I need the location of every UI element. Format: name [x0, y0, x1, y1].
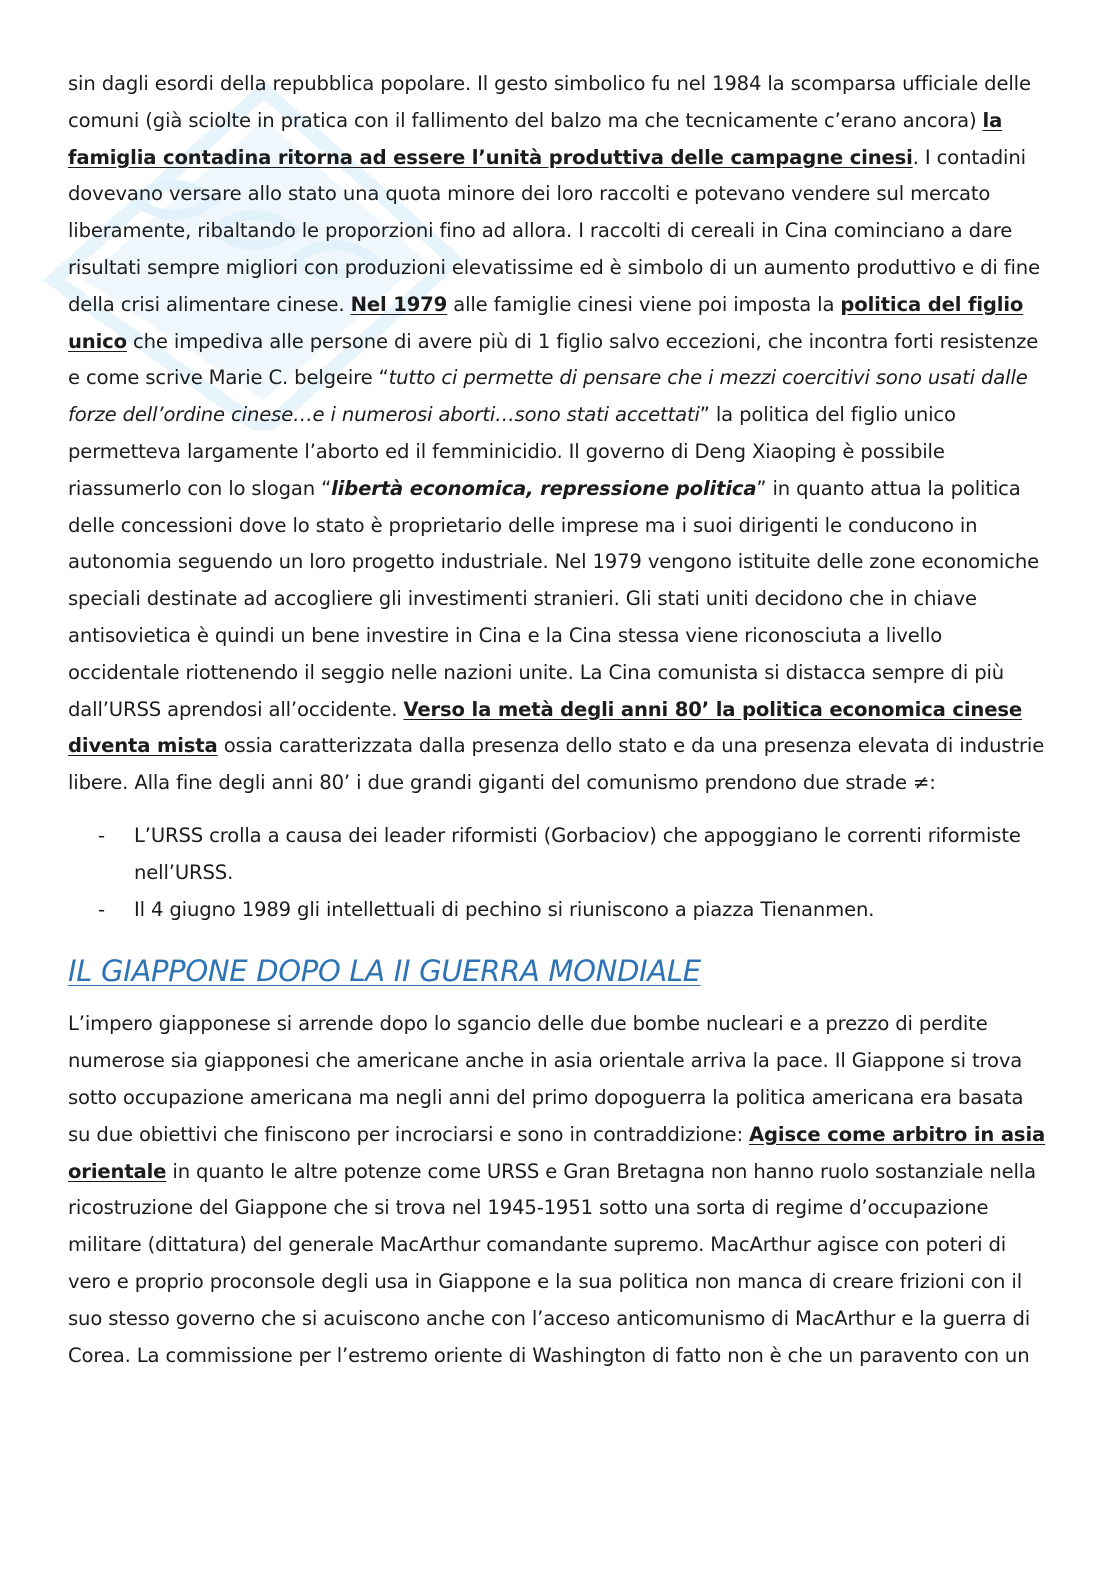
list-item-text: Il 4 giugno 1989 gli intellettuali di pechino si riuniscono a piazza Tienanmen. [134, 897, 875, 921]
dash-list [68, 818, 1046, 928]
emphasis-text: Nel 1979 [350, 292, 448, 316]
list-item [68, 892, 1046, 929]
list-item [68, 818, 1046, 892]
emphasis-text: la famiglia contadina ritorna ad essere l’unità produttiva delle campagne cinesi [68, 108, 1003, 169]
dash-bullet: - [98, 823, 105, 847]
text-run: alle famiglie cinesi viene poi imposta la [447, 292, 841, 316]
emphasis-text: tutto ci permette di pensare che i mezzi coercitivi sono usati dalle forze dell’ordine cinese…e i numerosi aborti…sono stati accettati [68, 366, 1028, 427]
emphasis-text: libertà economica, repressione politica [331, 476, 757, 500]
document-body [68, 66, 1046, 1374]
text-run: sin dagli esordi della repubblica popolare. Il gesto simbolico fu nel 1984 la scomparsa ufficiale delle comuni (già sciolte in pratica con il fallimento del balzo ma che tecnicamente c’erano ancora) [68, 72, 1031, 132]
text-run: ” in quanto attua la politica delle concessioni dove lo stato è proprietario delle imprese ma i suoi dirigenti le conducono in autonomia seguendo un loro progetto industriale. Nel 1979 vengono istituite delle zone economiche speciali destinate ad accogliere gli investimenti stranieri. Gli stati uniti decidono che in chiave antisovietica è quindi un bene investire in Cina e la Cina stessa viene riconosciuta a livello occidentale riottenendo il seggio nelle nazioni unite. La Cina comunista si distacca sempre di più dall’URSS aprendosi all’occidente. [68, 476, 1040, 721]
text-run: in quanto le altre potenze come URSS e Gran Bretagna non hanno ruolo sostanziale nella ricostruzione del Giappone che si trova nel 1945-1951 sotto una sorta di regime d’occupazione militare (dittatura) del generale MacArthur comandante supremo. MacArthur agisce con poteri di vero e proprio proconsole degli usa in Giappone e la sua politica non manca di creare frizioni con il suo stesso governo che si acuiscono anche con l’acceso anticomunismo di MacArthur e la guerra di Corea. La commissione per l’estremo oriente di Washington di fatto non è che un paravento con un [68, 1159, 1036, 1367]
paragraph-china-reforms [68, 66, 1046, 802]
emphasis-text: Agisce come arbitro in asia orientale [68, 1122, 1046, 1183]
list-item-text: L’URSS crolla a causa dei leader riformisti (Gorbaciov) che appoggiano le correnti riformiste nell’URSS. [134, 823, 1021, 884]
dash-bullet: - [98, 897, 105, 921]
emphasis-text: Verso la metà degli anni 80’ la politica economica cinese diventa mista [68, 697, 1023, 758]
paragraph-japan-postwar [68, 1006, 1046, 1374]
text-run: L’impero giapponese si arrende dopo lo sgancio delle due bombe nucleari e a prezzo di perdite numerose sia giapponesi che americane anche in asia orientale arriva la pace. Il Giappone si trova sotto occupazione americana ma negli anni del primo dopoguerra la politica americana era basata su due obiettivi che finiscono per incrociarsi e sono in contraddizione: [68, 1012, 1024, 1146]
text-run: ossia caratterizzata dalla presenza dello stato e da una presenza elevata di industrie libere. Alla fine degli anni 80’ i due grandi giganti del comunismo prendono due strade ≠: [68, 734, 1045, 795]
emphasis-text: politica del figlio unico [68, 292, 1024, 353]
section-heading: IL GIAPPONE DOPO LA II GUERRA MONDIALE [68, 954, 701, 989]
text-run: che impediva alle persone di avere più di 1 figlio salvo eccezioni, che incontra forti resistenze e come scrive Marie C. belgeire “ [68, 329, 1039, 390]
text-run: ” la politica del figlio unico permetteva largamente l’aborto ed il femminicidio. Il governo di Deng Xiaoping è possibile riassumerlo con lo slogan “ [68, 403, 956, 500]
text-run: . I contadini dovevano versare allo stato una quota minore dei loro raccolti e potevano vendere sul mercato liberamente, ribaltando le proporzioni fino ad allora. I raccolti di cereali in Cina cominciano a dare risultati sempre migliori con produzioni elevatissime ed è simbolo di un aumento produttivo e di fine della crisi alimentare cinese. [68, 145, 1040, 316]
